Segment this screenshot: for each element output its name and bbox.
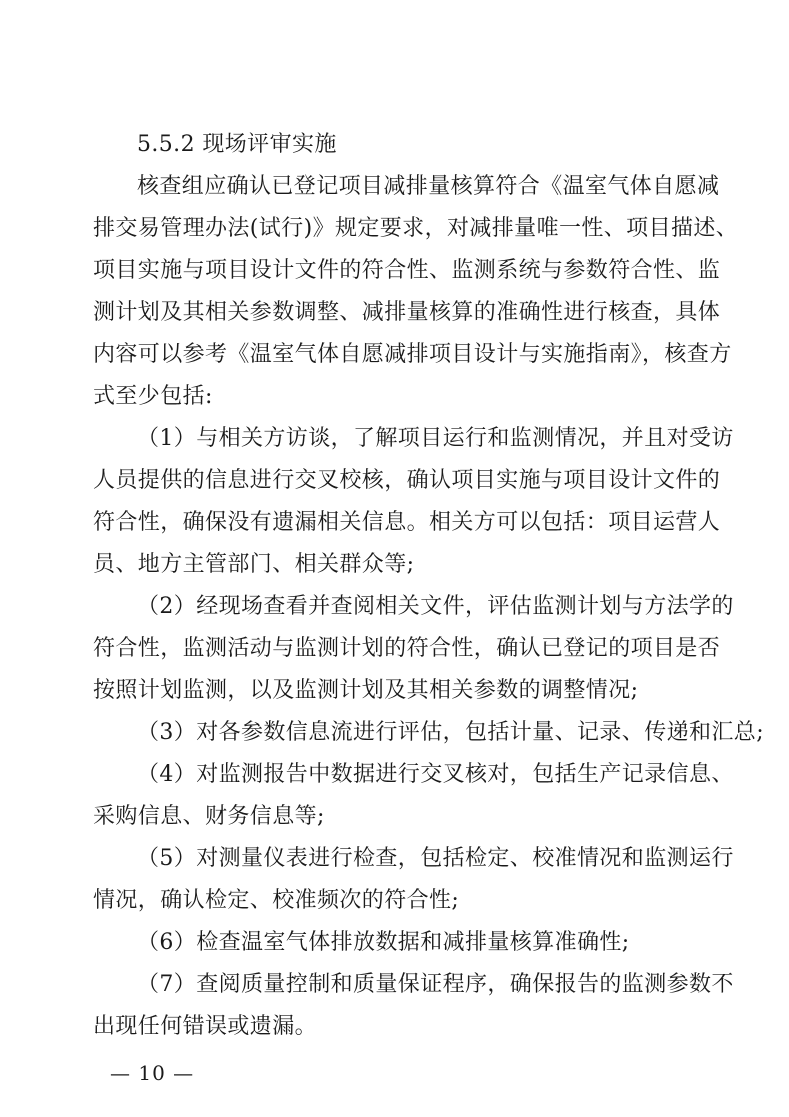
text-line: 按照计划监测，以及监测计划及其相关参数的调整情况; [93,678,639,703]
text-line: 人员提供的信息进行交叉校核，确认项目实施与项目设计文件的 [93,468,721,493]
text-line: 采购信息、财务信息等; [93,804,325,829]
text-line: 出现任何错误或遗漏。 [93,1014,318,1039]
text-line: 排交易管理办法(试行)》规定要求，对减排量唯一性、项目描述、 [93,216,739,241]
text-line: 项目实施与项目设计文件的符合性、监测系统与参数符合性、监 [93,258,721,283]
text-line: （4）对监测报告中数据进行交叉核对，包括生产记录信息、 [137,762,734,787]
text-line: 式至少包括: [93,384,213,409]
text-line: （5）对测量仪表进行检查，包括检定、校准情况和监测运行 [137,846,734,871]
text-line: 核查组应确认已登记项目减排量核算符合《温室气体自愿减 [137,174,720,199]
text-line: （6）检查温室气体排放数据和减排量核算准确性; [137,930,630,955]
text-line: 内容可以参考《温室气体自愿减排项目设计与实施指南》，核查方 [93,342,732,367]
text-line: 符合性，监测活动与监测计划的符合性，确认已登记的项目是否 [93,636,721,661]
section-heading: 5.5.2 现场评审实施 [137,132,337,157]
text-line: （3）对各参数信息流进行评估，包括计量、记录、传递和汇总; [137,720,765,745]
page-number: — 10 — [110,1061,195,1085]
text-line: 员、地方主管部门、相关群众等; [93,552,415,577]
text-line: 符合性，确保没有遗漏相关信息。相关方可以包括：项目运营人 [93,510,721,535]
text-line: 情况，确认检定、校准频次的符合性; [93,888,460,913]
text-line: （7）查阅质量控制和质量保证程序，确保报告的监测参数不 [137,972,734,997]
text-line: （1）与相关方访谈，了解项目运行和监测情况，并且对受访 [137,426,734,451]
text-line: （2）经现场查看并查阅相关文件，评估监测计划与方法学的 [137,594,734,619]
text-line: 测计划及其相关参数调整、减排量核算的准确性进行核查，具体 [93,300,721,325]
